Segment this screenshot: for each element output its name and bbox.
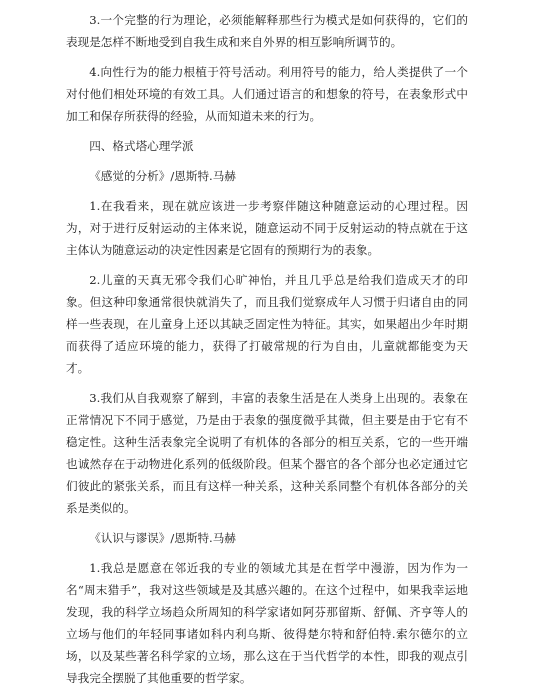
section-heading-gestalt: 四、格式塔心理学派 <box>89 139 194 153</box>
paragraph-weekend-hunter: 1.我总是愿意在邻近我的专业的领域尤其是在哲学中漫游，因为作为一名“周末猎手”，我对这些领域是及其感兴趣的。在这个过程中，如果我幸运地发现，我的科学立场趋众所周知的科学家诸如阿芬那留斯、舒佩、齐亨等人的立场与他们的年轻同事诸如科内利乌斯、彼得楚尔特和舒伯特.索尔德尔的立场，以及某些著名科学家的立场，那么这在于当代哲学的本性，即我的观点引导我完全摆脱了其他重要的哲学家。 <box>66 561 468 685</box>
paragraph-representation-life: 3.我们从自我观察了解到，丰富的表象生活是在人类身上出现的。表象在正常情况下不同于感觉，乃是由于表象的强度微乎其微，但主要是由于它有不稳定性。这种生活表象完全说明了有机体的各部分的相互关系，它的一些开端也诚然存在于动物进化系列的低级阶段。但某个器官的各个部分也必定通过它们彼此的紧张关系，而且有这样一种关系，这种关系同整个有机体各部分的关系是类似的。 <box>66 391 468 515</box>
paragraph-children-genius: 2.儿童的天真无邪令我们心旷神怡，并且几乎总是给我们造成天才的印象。但这种印象通常很快就消失了，而且我们觉察成年人习惯于归诸自由的同样一些表现，在儿童身上还以其缺乏固定性为特征。其实，如果超出少年时期而获得了适应环境的能力，获得了打破常规的行为自由，儿童就都能变为天才。 <box>66 273 468 375</box>
paragraph-behavior-theory: 3.一个完整的行为理论，必须能解释那些行为模式是如何获得的，它们的表现是怎样不断地受到自我生成和来自外界的相互影响所调节的。 <box>66 13 468 49</box>
document-page <box>66 9 468 697</box>
source-knowledge-and-error: 《认识与谬误》/恩斯特.马赫 <box>89 531 236 545</box>
source-analysis-of-sensations: 《感觉的分析》/恩斯特.马赫 <box>89 169 236 183</box>
paragraph-symbolic-activity: 4.向性行为的能力根植于符号活动。利用符号的能力，给人类提供了一个对付他们相处环境的有效工具。人们通过语言的和想象的符号，在表象形式中加工和保存所获得的经验，从而知道未来的行为。 <box>66 65 468 123</box>
paragraph-voluntary-movement: 1.在我看来，现在就应该进一步考察伴随这种随意运动的心理过程。因为，对于进行反射运动的主体来说，随意运动不同于反射运动的特点就在于这主体认为随意运动的决定性因素是它固有的预期行为的表象。 <box>66 199 468 257</box>
